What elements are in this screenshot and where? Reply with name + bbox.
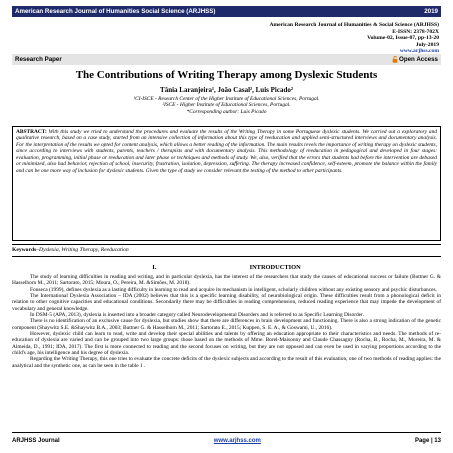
paragraph: The study of learning difficulties in reading and writing, and in particular dyslexia, has the interest of the researchers that study the causes of educational success or failure (Buttner G. & Hasselhorn M., 2011; Sartorato, 2015; Moura, O., Pereira, M. &Simões, M. 2018). (12, 274, 441, 287)
paragraph: Regarding the Writing Therapy, this one tries to evaluate the concrete deficits of the dyslexic subjects and according to the result of this evaluation, one of two methods of reading applies: the analytical and the synthetic one, as can be seen in the table 1 . (12, 356, 441, 369)
affiliations (12, 96, 441, 115)
paragraph: However, dyslexic child can learn to read, write and develop their special abilities and talents by offering an education appropriate to their characteristics and needs. The methods of re-education of dyslexia are varied and can be grouped into two large groups: those based on the methods of Mme. Borel-Maisonny and Claude Chassagny (Rocha, B., Rocha, M., Moreira, M. & Almeida, D., 1991; IDA, 2017). The first is more connected to reading and the second focuses on writing, but they are not opposed and can even be used in varying proportions according to the child's age, his intelligence and his degree of dyslexia. (12, 331, 441, 357)
affiliation-1: ¹CI-ISCE - Research Center of the Higher Institute of Educational Sciences, Portugal. (133, 96, 320, 102)
affiliation-2: ²ISCE - Higher Institute of Educational Sciences, Portugal. (162, 102, 291, 109)
section-number: I. (152, 264, 157, 271)
journal-info-block (269, 22, 439, 55)
keywords-text: –Dyslexia, Writing Therapy, Reeducation (36, 247, 129, 253)
abstract-text: With this study we tried to understand the procedures and evaluate the results of the Writing Therapy in some Portuguese dyslexic students. We carried out a exploratory and qualitative research, based on a case study, started from an intensive collection of information about this type of reeducation and applied semi-structured interviews and documentary analysis. For the interpretation of the results we opted for content analysis, which allows a better reading of the information. The main results revels the importance of writing therapy on dyslexic students, since according to interviews with students, parents, teachers / therapists and with documentary analysis. This methodology of reeducation in pedagogical and developed in four stages: evaluation, programming, initial phase or reeducation and later phase or techniques and methods of study. We, also, verified that the errors that students had before the intervention are debased or minimized, also had behavior, rejection of school, insecurity, frustration, isolation, depression, suffering. The therapy increased confidence, self-esteem, promote the balance within the family and can be one more way of inclusion for dyslexic students. Given the type of study we consider relevant the testing of the method to other participants. (16, 129, 437, 174)
paragraph: The International Dyslexia Association – IDA (2002) believes that this is a specific learning disability, of neurobiological origin. These difficulties result from a phonological deficit in relation to other cognitive capacities and educational conditions. Secondarily there may be difficulties in reading comprehension, reduced reading experience that may impede the development of vocabulary and general knowledge. (12, 293, 441, 312)
abstract-label: ABSTRACT: (16, 129, 47, 135)
journal-header-name: American Research Journal of Humanities Social Science (ARJHSS) (15, 8, 216, 15)
footer-journal: ARJHSS Journal (12, 438, 60, 444)
paragraph: Fonseca (1999), defines dyslexia as a lasting difficulty in learning to read and acquire its mechanism in intelligent, scholarly children without any existing sensory and psychic disturbances. (30, 286, 437, 293)
article-type-label: Research Paper (15, 56, 62, 63)
journal-eissn: E-ISSN: 2378-702X (392, 28, 439, 35)
paper-title: The Contributions of Writing Therapy among Dyslexic Students (75, 69, 378, 81)
keywords-bottom-divider (12, 256, 441, 257)
journal-header-year: 2019 (424, 8, 438, 15)
corresponding-author: *Corresponding author: Luis Picado (186, 108, 267, 115)
journal-date: July-2019 (415, 41, 439, 48)
journal-header-bar (12, 6, 441, 17)
journal-url-link[interactable]: www.arjhss.com (399, 48, 439, 55)
keywords-label: Keywords (12, 247, 37, 253)
open-access-badge (392, 56, 438, 63)
keywords-top-divider (12, 244, 441, 245)
open-lock-icon (392, 56, 398, 63)
body-text (12, 274, 441, 426)
footer-divider (12, 432, 441, 433)
section-title: INTRODUCTION (249, 264, 301, 271)
footer-url-link[interactable]: www.arjhss.com (213, 438, 261, 444)
section-heading (12, 264, 441, 271)
journal-full-name: American Research Journal of Humanities & Social Science (ARJHSS) (269, 22, 439, 28)
paper-authors: Tânia Laranjeira¹, João Casal², Luis Picado² (160, 86, 293, 94)
article-type-bar (12, 54, 441, 65)
keywords-line (12, 247, 441, 253)
journal-volume: Volume-02, Issue-07, pp-13-20 (367, 35, 439, 42)
abstract-box (12, 126, 441, 241)
paragraph: In DSM-5 (APA, 2013), dyslexia is inserted into a broader category called Neurodevelopmental Disorders and is referred to as Specific Learning Disorder. (30, 312, 364, 319)
open-access-label: Open Access (399, 56, 438, 63)
paragraph: There is no identification of an exclusive cause for dyslexia, but studies show that there are differences in brain development and functioning. There is also a strong indication of the genetic component (Shaywitz S.E. &Shaywitz B.A., 2003; Buttner G. & Hasselhorn M., 2011; Sartorato E., 2015; Kuppen, S. E. A., & Goswami, U., 2016). (12, 318, 441, 331)
footer-page-number: Page | 13 (414, 438, 441, 444)
page-footer (12, 436, 441, 446)
